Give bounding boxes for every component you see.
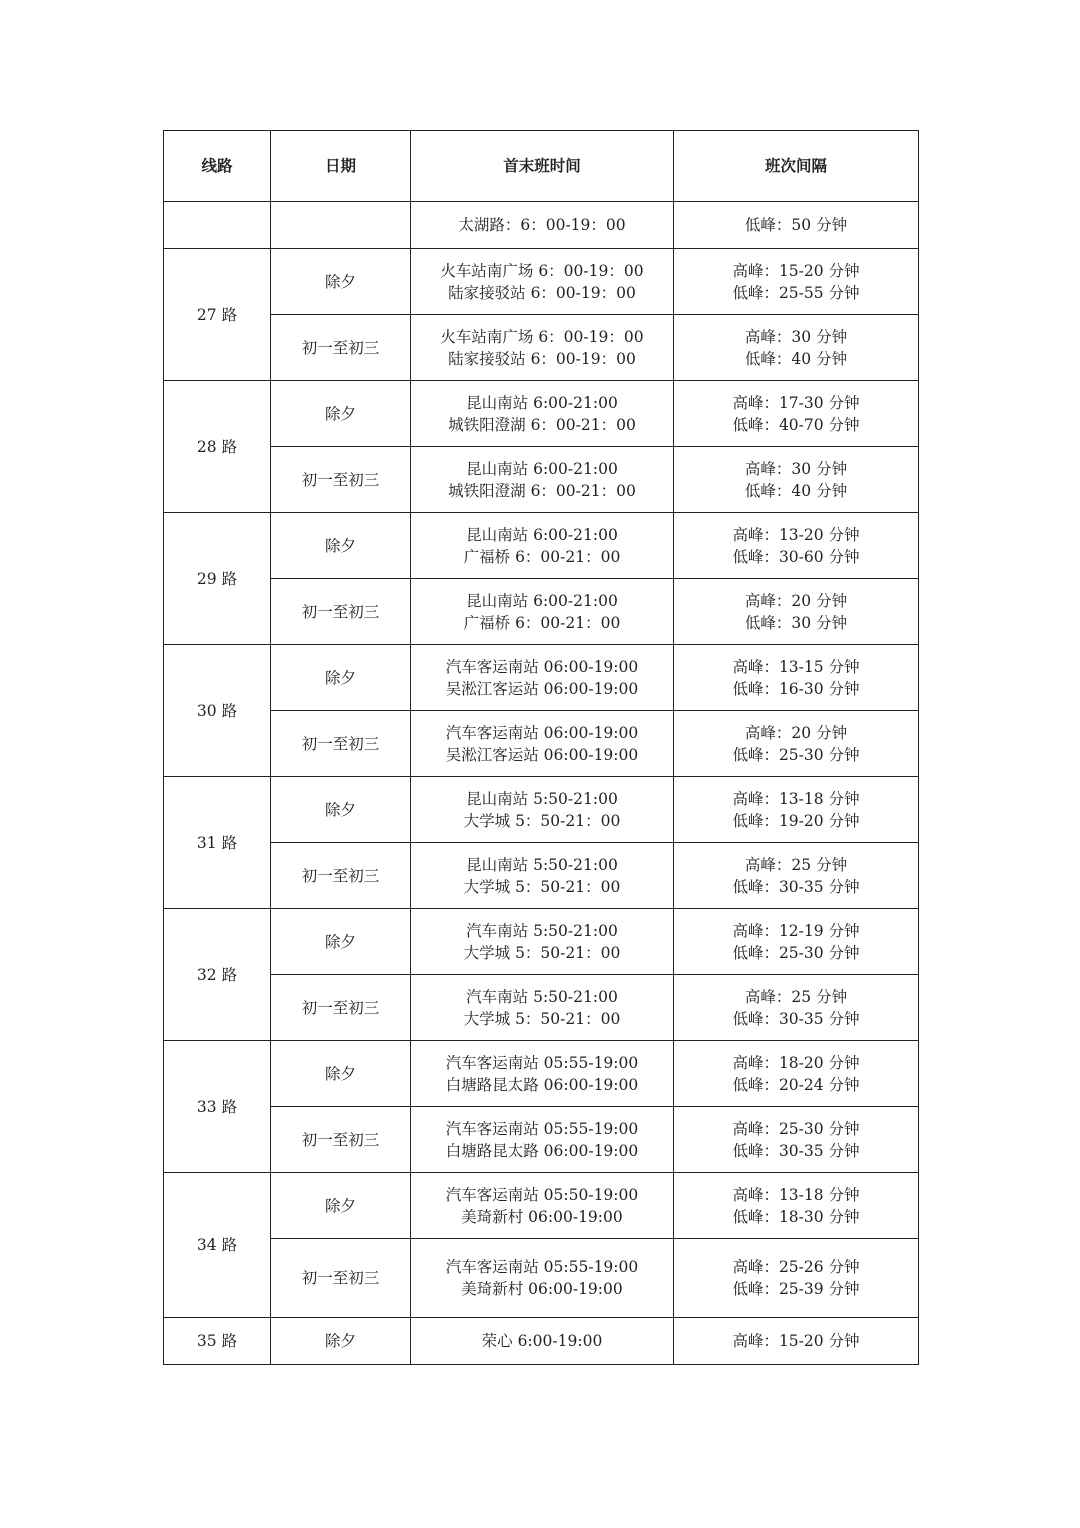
interval-cell	[674, 447, 919, 513]
interval-cell	[674, 777, 919, 843]
interval-line: 低峰：40 分钟	[744, 481, 848, 500]
interval-line: 低峰：25-30 分钟	[732, 943, 860, 962]
times-line: 汽车客运南站 05:55-19:00	[445, 1258, 639, 1276]
table-row	[164, 843, 919, 909]
interval-line: 低峰：18-30 分钟	[732, 1207, 860, 1226]
date-cell: 除夕	[271, 1173, 411, 1239]
table-body	[164, 202, 919, 1365]
table-row	[164, 381, 919, 447]
interval-cell	[674, 381, 919, 447]
route-cell: 28 路	[164, 381, 271, 513]
date-cell: 除夕	[271, 513, 411, 579]
interval-line: 高峰：15-20 分钟	[732, 1332, 860, 1350]
table-row	[164, 1041, 919, 1107]
table-row	[164, 711, 919, 777]
interval-line: 低峰：25-55 分钟	[732, 283, 860, 302]
times-line: 吴淞江客运站 06:00-19:00	[445, 745, 639, 764]
interval-line: 高峰：30 分钟	[744, 459, 848, 478]
interval-line: 高峰：20 分钟	[744, 723, 848, 742]
interval-line: 高峰：13-15 分钟	[732, 657, 860, 676]
date-cell: 除夕	[271, 381, 411, 447]
interval-line: 高峰：13-18 分钟	[732, 789, 860, 808]
date-cell: 初一至初三	[271, 315, 411, 381]
times-line: 汽车南站 5:50-21:00	[466, 987, 618, 1006]
interval-cell	[674, 202, 919, 249]
times-cell	[411, 1041, 674, 1107]
interval-cell	[674, 1107, 919, 1173]
times-line: 火车站南广场 6：00-19：00	[440, 261, 644, 280]
date-cell: 除夕	[271, 909, 411, 975]
date-cell: 初一至初三	[271, 447, 411, 513]
interval-line: 高峰：25 分钟	[744, 987, 848, 1006]
interval-line: 低峰：30-35 分钟	[732, 1009, 860, 1028]
interval-cell	[674, 1318, 919, 1365]
date-cell: 除夕	[271, 1318, 411, 1365]
times-line: 昆山南站 5:50-21:00	[466, 855, 618, 874]
header-row	[164, 131, 919, 202]
route-cell: 35 路	[164, 1318, 271, 1365]
table-row	[164, 777, 919, 843]
interval-line: 高峰：17-30 分钟	[732, 393, 860, 412]
interval-line: 低峰：20-24 分钟	[732, 1075, 860, 1094]
times-line: 火车站南广场 6：00-19：00	[440, 327, 644, 346]
date-cell	[271, 202, 411, 249]
interval-cell	[674, 579, 919, 645]
table-row	[164, 249, 919, 315]
times-cell	[411, 1173, 674, 1239]
interval-cell	[674, 249, 919, 315]
times-line: 城铁阳澄湖 6：00-21：00	[448, 415, 636, 434]
interval-line: 高峰：25 分钟	[744, 855, 848, 874]
interval-cell	[674, 1173, 919, 1239]
table-row	[164, 1173, 919, 1239]
table-row	[164, 1107, 919, 1173]
interval-line: 低峰：50 分钟	[744, 216, 848, 234]
interval-line: 低峰：30-60 分钟	[732, 547, 860, 566]
times-cell	[411, 513, 674, 579]
times-line: 汽车客运南站 06:00-19:00	[445, 657, 639, 676]
table-row	[164, 1318, 919, 1365]
interval-line: 低峰：25-39 分钟	[732, 1280, 860, 1298]
date-cell: 除夕	[271, 249, 411, 315]
times-cell	[411, 249, 674, 315]
date-cell: 除夕	[271, 1041, 411, 1107]
times-cell	[411, 579, 674, 645]
times-line: 昆山南站 6:00-21:00	[466, 459, 618, 478]
times-cell	[411, 447, 674, 513]
table-row	[164, 447, 919, 513]
times-line: 大学城 5：50-21：00	[463, 877, 621, 896]
times-line: 城铁阳澄湖 6：00-21：00	[448, 481, 636, 500]
header-times: 首末班时间	[411, 131, 674, 202]
times-line: 汽车客运南站 05:55-19:00	[445, 1053, 639, 1072]
interval-line: 高峰：15-20 分钟	[732, 261, 860, 280]
times-cell	[411, 202, 674, 249]
interval-cell	[674, 975, 919, 1041]
times-line: 大学城 5：50-21：00	[463, 1009, 621, 1028]
interval-cell	[674, 645, 919, 711]
interval-line: 低峰：19-20 分钟	[732, 811, 860, 830]
interval-line: 高峰：30 分钟	[744, 327, 848, 346]
route-cell: 33 路	[164, 1041, 271, 1173]
route-cell: 32 路	[164, 909, 271, 1041]
interval-line: 低峰：30 分钟	[744, 613, 848, 632]
interval-line: 高峰：13-18 分钟	[732, 1185, 860, 1204]
interval-line: 高峰：25-30 分钟	[732, 1119, 860, 1138]
times-line: 大学城 5：50-21：00	[463, 811, 621, 830]
interval-line: 低峰：16-30 分钟	[732, 679, 860, 698]
times-line: 昆山南站 6:00-21:00	[466, 525, 618, 544]
times-line: 昆山南站 6:00-21:00	[466, 591, 618, 610]
interval-cell	[674, 513, 919, 579]
times-line: 白塘路昆太路 06:00-19:00	[445, 1075, 639, 1094]
route-cell: 29 路	[164, 513, 271, 645]
route-cell: 27 路	[164, 249, 271, 381]
route-cell: 34 路	[164, 1173, 271, 1318]
times-line: 汽车南站 5:50-21:00	[466, 921, 618, 940]
times-line: 汽车客运南站 05:55-19:00	[445, 1119, 639, 1138]
date-cell: 初一至初三	[271, 1239, 411, 1318]
times-cell	[411, 645, 674, 711]
times-line: 荣心 6:00-19:00	[481, 1332, 603, 1350]
date-cell: 除夕	[271, 777, 411, 843]
route-cell: 30 路	[164, 645, 271, 777]
times-cell	[411, 843, 674, 909]
date-cell: 除夕	[271, 645, 411, 711]
times-cell	[411, 1318, 674, 1365]
times-line: 美琦新村 06:00-19:00	[461, 1207, 623, 1226]
times-line: 陆家接驳站 6：00-19：00	[448, 283, 636, 302]
times-line: 昆山南站 6:00-21:00	[466, 393, 618, 412]
interval-cell	[674, 711, 919, 777]
interval-cell	[674, 843, 919, 909]
interval-line: 低峰：25-30 分钟	[732, 745, 860, 764]
times-line: 吴淞江客运站 06:00-19:00	[445, 679, 639, 698]
table-row	[164, 645, 919, 711]
times-line: 汽车客运南站 06:00-19:00	[445, 723, 639, 742]
table-row	[164, 315, 919, 381]
interval-line: 低峰：40-70 分钟	[732, 415, 860, 434]
times-line: 广福桥 6：00-21：00	[463, 613, 621, 632]
bus-schedule-table	[163, 130, 919, 1365]
interval-line: 高峰：18-20 分钟	[732, 1053, 860, 1072]
interval-line: 高峰：25-26 分钟	[732, 1258, 860, 1276]
times-line: 陆家接驳站 6：00-19：00	[448, 349, 636, 368]
times-cell	[411, 315, 674, 381]
route-cell	[164, 202, 271, 249]
times-line: 汽车客运南站 05:50-19:00	[445, 1185, 639, 1204]
table-row	[164, 579, 919, 645]
times-line: 美琦新村 06:00-19:00	[461, 1280, 623, 1298]
date-cell: 初一至初三	[271, 843, 411, 909]
times-cell	[411, 1239, 674, 1318]
date-cell: 初一至初三	[271, 1107, 411, 1173]
interval-line: 高峰：20 分钟	[744, 591, 848, 610]
header-date: 日期	[271, 131, 411, 202]
date-cell: 初一至初三	[271, 975, 411, 1041]
date-cell: 初一至初三	[271, 711, 411, 777]
times-cell	[411, 711, 674, 777]
times-line: 白塘路昆太路 06:00-19:00	[445, 1141, 639, 1160]
date-cell: 初一至初三	[271, 579, 411, 645]
table-row	[164, 202, 919, 249]
times-cell	[411, 381, 674, 447]
times-cell	[411, 1107, 674, 1173]
times-cell	[411, 909, 674, 975]
interval-line: 低峰：30-35 分钟	[732, 877, 860, 896]
times-line: 太湖路：6：00-19：00	[458, 216, 626, 234]
interval-line: 低峰：40 分钟	[744, 349, 848, 368]
interval-cell	[674, 1239, 919, 1318]
interval-cell	[674, 909, 919, 975]
header-interval: 班次间隔	[674, 131, 919, 202]
interval-line: 低峰：30-35 分钟	[732, 1141, 860, 1160]
interval-cell	[674, 1041, 919, 1107]
table-row	[164, 513, 919, 579]
times-line: 广福桥 6：00-21：00	[463, 547, 621, 566]
table-row	[164, 975, 919, 1041]
times-cell	[411, 975, 674, 1041]
times-line: 昆山南站 5:50-21:00	[466, 789, 618, 808]
times-cell	[411, 777, 674, 843]
header-route: 线路	[164, 131, 271, 202]
table-row	[164, 1239, 919, 1318]
table-row	[164, 909, 919, 975]
interval-line: 高峰：13-20 分钟	[732, 525, 860, 544]
times-line: 大学城 5：50-21：00	[463, 943, 621, 962]
interval-cell	[674, 315, 919, 381]
interval-line: 高峰：12-19 分钟	[732, 921, 860, 940]
route-cell: 31 路	[164, 777, 271, 909]
